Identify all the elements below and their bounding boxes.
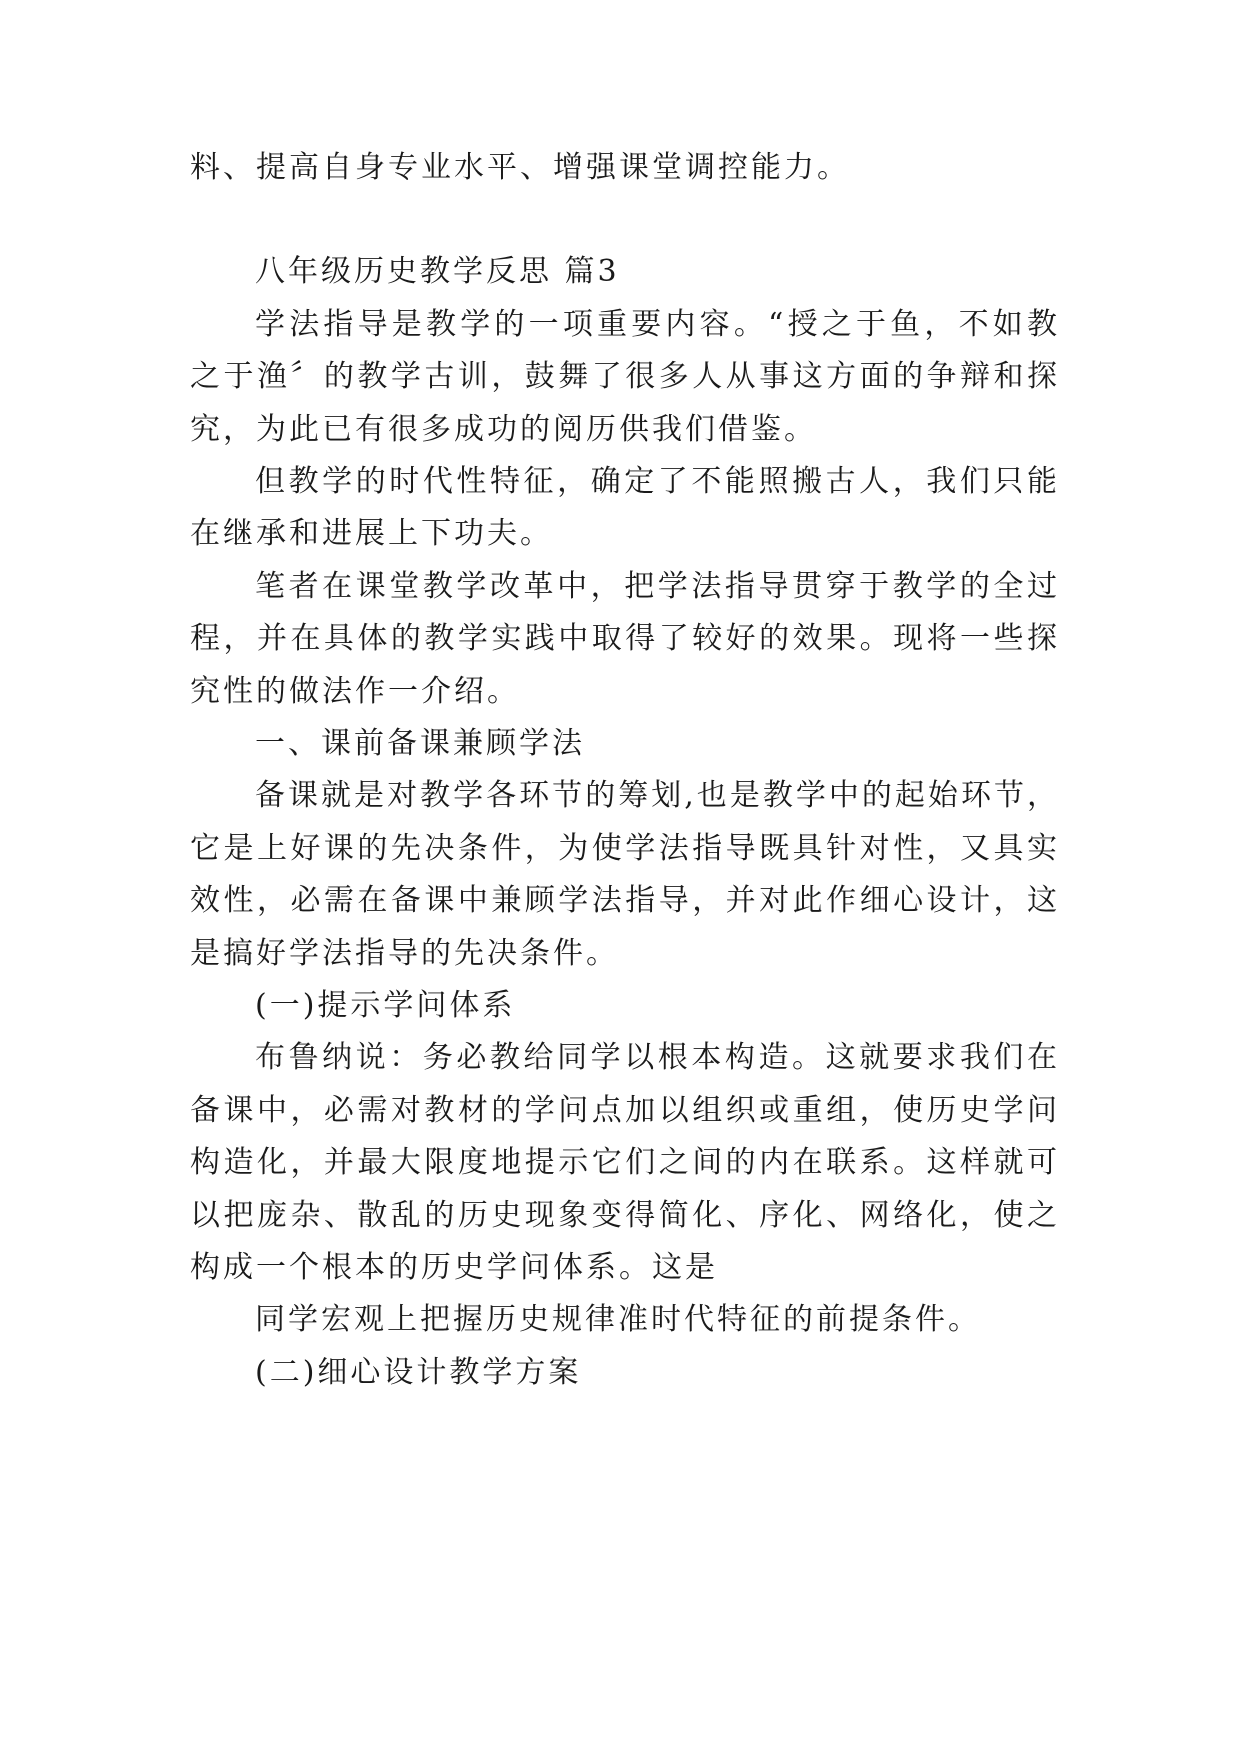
paragraph-line: 它是上好课的先决条件，为使学法指导既具针对性，又具实 [190,831,1060,866]
paragraph-line: 学法指导是教学的一项重要内容。“授之于鱼，不如教 [255,307,1060,342]
paragraph-line: 布鲁纳说：务必教给同学以根本构造。这就要求我们在 [255,1040,1060,1075]
paragraph-line: 但教学的时代性特征，确定了不能照搬古人，我们只能 [255,464,1060,499]
paragraph-line: 是搞好学法指导的先决条件。 [190,936,619,971]
subsection-heading: (二)细心设计教学方案 [255,1355,582,1390]
paragraph-line: 之于渔〞的教学古训，鼓舞了很多人从事这方面的争辩和探 [190,359,1060,394]
subsection-heading: 一、课前备课兼顾学法 [255,726,585,761]
paragraph-line: 效性，必需在备课中兼顾学法指导，并对此作细心设计，这 [190,883,1060,918]
paragraph-line: 究性的做法作一介绍。 [190,674,520,709]
paragraph-line: 程，并在具体的教学实践中取得了较好的效果。现将一些探 [190,621,1060,656]
paragraph-line: 同学宏观上把握历史规律准时代特征的前提条件。 [255,1302,981,1337]
paragraph-line: 备课中，必需对教材的学问点加以组织或重组，使历史学问 [190,1093,1060,1128]
paragraph-line: 笔者在课堂教学改革中，把学法指导贯穿于教学的全过 [255,569,1060,604]
paragraph-line: 备课就是对教学各环节的筹划,也是教学中的起始环节， [255,778,1060,813]
subsection-heading: (一)提示学问体系 [255,988,516,1023]
section-heading: 八年级历史教学反思 篇3 [255,254,620,289]
paragraph-line: 构造化，并最大限度地提示它们之间的内在联系。这样就可 [190,1145,1060,1180]
paragraph-line: 以把庞杂、散乱的历史现象变得简化、序化、网络化，使之 [190,1198,1060,1233]
paragraph-line: 究，为此已有很多成功的阅历供我们借鉴。 [190,412,817,447]
paragraph-line: 构成一个根本的历史学问体系。这是 [190,1250,718,1285]
paragraph-line: 料、提高自身专业水平、增强课堂调控能力。 [190,150,850,185]
paragraph-line: 在继承和进展上下功夫。 [190,516,553,551]
